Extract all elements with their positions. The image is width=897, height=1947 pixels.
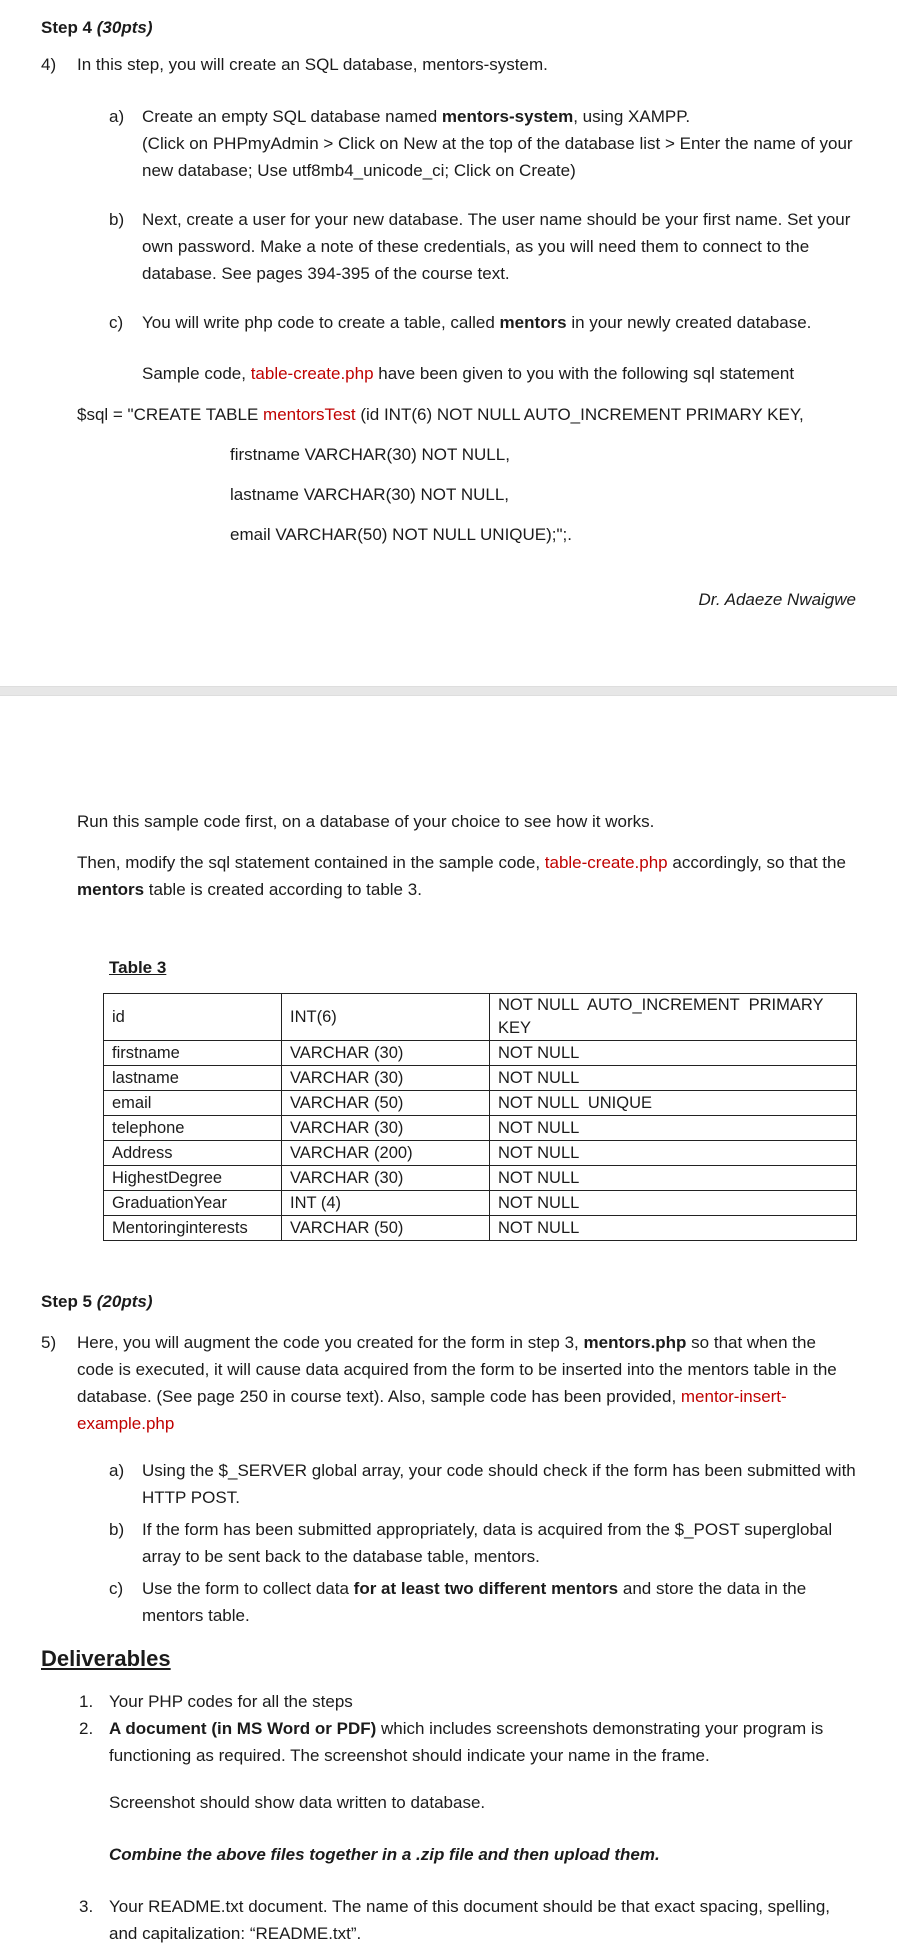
text-segment: , using XAMPP. xyxy=(573,107,691,126)
page-divider xyxy=(0,686,897,696)
run-sample-paragraph: Run this sample code first, on a database of your choice to see how it works. xyxy=(77,812,655,831)
table3-cell: VARCHAR (50) xyxy=(282,1091,490,1116)
filename-mentors-php-bold: mentors.php xyxy=(583,1333,687,1352)
sql-statement-line-3: lastname VARCHAR(30) NOT NULL, xyxy=(230,485,510,504)
list-marker: a) xyxy=(109,107,125,126)
filename-mentor-insert-example-php: mentor-insert-example.php xyxy=(77,1387,787,1433)
list-marker: c) xyxy=(109,1579,124,1598)
list-marker: c) xyxy=(109,313,124,332)
item-4a-text xyxy=(142,103,856,184)
text-segment: (id INT(6) NOT NULL AUTO_INCREMENT PRIMARY KEY, xyxy=(355,405,804,424)
item-4a-line1 xyxy=(142,103,856,130)
list-marker: b) xyxy=(109,210,125,229)
list-marker: 4) xyxy=(41,55,57,74)
table3-cell: NOT NULL xyxy=(490,1116,857,1141)
table3-row xyxy=(104,1041,857,1066)
item-4-text: In this step, you will create an SQL database, mentors-system. xyxy=(77,55,548,74)
table3-cell: NOT NULL xyxy=(490,1066,857,1091)
database-name-bold: mentors-system xyxy=(441,107,574,126)
item-4a-note: (Click on PHPmyAdmin > Click on New at the top of the database list > Enter the name of your new database; Use utf8mb4_unicode_ci; Click on Create) xyxy=(142,134,853,180)
table3-cell: INT(6) xyxy=(282,994,490,1041)
table3-cell: id xyxy=(104,994,282,1041)
step4-heading xyxy=(41,14,897,41)
step5-heading-title: Step 5 xyxy=(41,1292,97,1311)
table3-cell: VARCHAR (30) xyxy=(282,1066,490,1091)
sql-statement-line-4: email VARCHAR(50) NOT NULL UNIQUE);";. xyxy=(230,525,573,544)
text-segment: and store the data in the mentors table. xyxy=(142,1579,807,1625)
table3-cell: GraduationYear xyxy=(104,1191,282,1216)
text-segment: Sample code, xyxy=(142,364,251,383)
table3-cell: firstname xyxy=(104,1041,282,1066)
list-marker: 5) xyxy=(41,1333,57,1352)
item-5c-text xyxy=(142,1575,856,1629)
item-5b-text: If the form has been submitted appropriately, data is acquired from the $_POST superglobal array to be sent back to the database table, mentors. xyxy=(142,1520,833,1566)
table3-caption-text: Table 3 xyxy=(109,958,167,977)
table3-cell: VARCHAR (50) xyxy=(282,1216,490,1241)
deliverable-upload-note: Combine the above files together in a .zip file and then upload them. xyxy=(109,1845,660,1864)
table3 xyxy=(103,993,857,1241)
text-segment: Then, modify the sql statement contained in the sample code, xyxy=(77,853,545,872)
list-marker: 1. xyxy=(79,1692,94,1711)
table3-cell: NOT NULL xyxy=(490,1166,857,1191)
table3-row xyxy=(104,1066,857,1091)
text-segment: $sql = "CREATE TABLE xyxy=(77,405,264,424)
text-segment: Create an empty SQL database named xyxy=(142,107,442,126)
item-4c xyxy=(109,309,856,336)
step5-heading xyxy=(41,1288,897,1315)
table3-cell: lastname xyxy=(104,1066,282,1091)
table3-cell: VARCHAR (30) xyxy=(282,1166,490,1191)
table3-row xyxy=(104,1116,857,1141)
table3-cell: Address xyxy=(104,1141,282,1166)
deliverable-3-text: Your README.txt document. The name of this document should be that exact spacing, spelling, and capitalization: “README.txt”. xyxy=(109,1897,831,1943)
table3-cell: NOT NULL AUTO_INCREMENT PRIMARY KEY xyxy=(490,994,857,1041)
table3-cell: telephone xyxy=(104,1116,282,1141)
text-segment: You will write php code to create a table, called xyxy=(142,313,500,332)
deliverable-2-note: Screenshot should show data written to database. xyxy=(109,1793,486,1812)
list-marker: 3. xyxy=(79,1897,94,1916)
item-5 xyxy=(41,1329,856,1437)
item-4 xyxy=(41,51,856,78)
text-segment: accordingly, so that the xyxy=(667,853,846,872)
sql-table-name-red: mentorsTest xyxy=(263,405,356,424)
table3-cell: NOT NULL xyxy=(490,1141,857,1166)
table-name-bold: mentors xyxy=(77,880,145,899)
table3-cell: email xyxy=(104,1091,282,1116)
table3-caption xyxy=(109,954,897,981)
item-4a xyxy=(109,103,856,184)
table-name-bold: mentors xyxy=(499,313,567,332)
step4-heading-points: (30pts) xyxy=(96,18,153,37)
table3-cell: NOT NULL UNIQUE xyxy=(490,1091,857,1116)
text-segment: so that when the code is executed, it will cause data acquired from the form to be inserted into the mentors table in the database. (See page 250 in course text). Also, sample code has been provided, xyxy=(77,1333,837,1406)
text-segment: in your newly created database. xyxy=(566,313,812,332)
step4-heading-title: Step 4 xyxy=(41,18,97,37)
deliverable-2-text xyxy=(109,1715,856,1769)
item-4c-text xyxy=(142,309,856,336)
table3-row xyxy=(104,1216,857,1241)
list-marker: a) xyxy=(109,1461,125,1480)
table3-cell: INT (4) xyxy=(282,1191,490,1216)
table3-row xyxy=(104,1141,857,1166)
table3-cell: VARCHAR (30) xyxy=(282,1041,490,1066)
item-5c xyxy=(109,1575,856,1629)
table3-cell: NOT NULL xyxy=(490,1216,857,1241)
deliverable-1-text: Your PHP codes for all the steps xyxy=(109,1692,353,1711)
deliverables-heading: Deliverables xyxy=(41,1646,171,1671)
table3-cell: NOT NULL xyxy=(490,1041,857,1066)
sample-code-intro xyxy=(142,360,856,387)
item-5b xyxy=(109,1516,856,1570)
sql-statement-line-2: firstname VARCHAR(30) NOT NULL, xyxy=(230,445,510,464)
table3-row xyxy=(104,1091,857,1116)
text-segment: Here, you will augment the code you created for the form in step 3, xyxy=(77,1333,584,1352)
table3-cell: VARCHAR (30) xyxy=(282,1116,490,1141)
filename-table-create-php: table-create.php xyxy=(544,853,668,872)
table3-cell: Mentoringinterests xyxy=(104,1216,282,1241)
text-segment: which includes screenshots demonstrating your program is functioning as required. The screenshot should indicate your name in the frame. xyxy=(109,1719,824,1765)
list-marker: 2. xyxy=(79,1719,94,1738)
table3-body xyxy=(104,994,857,1241)
item-4b-text: Next, create a user for your new database. The user name should be your first name. Set your own password. Make a note of these credentials, as you will need them to connect to the database. See pages 394-395 of the course text. xyxy=(142,210,851,283)
item-5a xyxy=(109,1457,856,1511)
deliverable-1 xyxy=(79,1688,856,1715)
item-5a-text: Using the $_SERVER global array, your code should check if the form has been submitted with HTTP POST. xyxy=(142,1461,856,1507)
text-segment: table is created according to table 3. xyxy=(144,880,422,899)
deliverable-2 xyxy=(79,1715,856,1769)
table3-cell: NOT NULL xyxy=(490,1191,857,1216)
document-format-bold: A document (in MS Word or PDF) xyxy=(109,1719,377,1738)
item-5-text xyxy=(77,1329,856,1437)
table3-cell: VARCHAR (200) xyxy=(282,1141,490,1166)
modify-sql-paragraph xyxy=(77,849,856,903)
sql-statement-line-1 xyxy=(77,401,856,428)
table3-cell: HighestDegree xyxy=(104,1166,282,1191)
item-4b xyxy=(109,206,856,287)
text-segment: Use the form to collect data xyxy=(142,1579,354,1598)
list-marker: b) xyxy=(109,1520,125,1539)
table3-row xyxy=(104,1166,857,1191)
filename-table-create-php: table-create.php xyxy=(250,364,374,383)
text-segment: have been given to you with the following sql statement xyxy=(373,364,795,383)
table3-row xyxy=(104,994,857,1041)
two-mentors-bold: for at least two different mentors xyxy=(353,1579,619,1598)
table3-row xyxy=(104,1191,857,1216)
author-signature: Dr. Adaeze Nwaigwe xyxy=(698,590,856,609)
step5-heading-points: (20pts) xyxy=(96,1292,153,1311)
